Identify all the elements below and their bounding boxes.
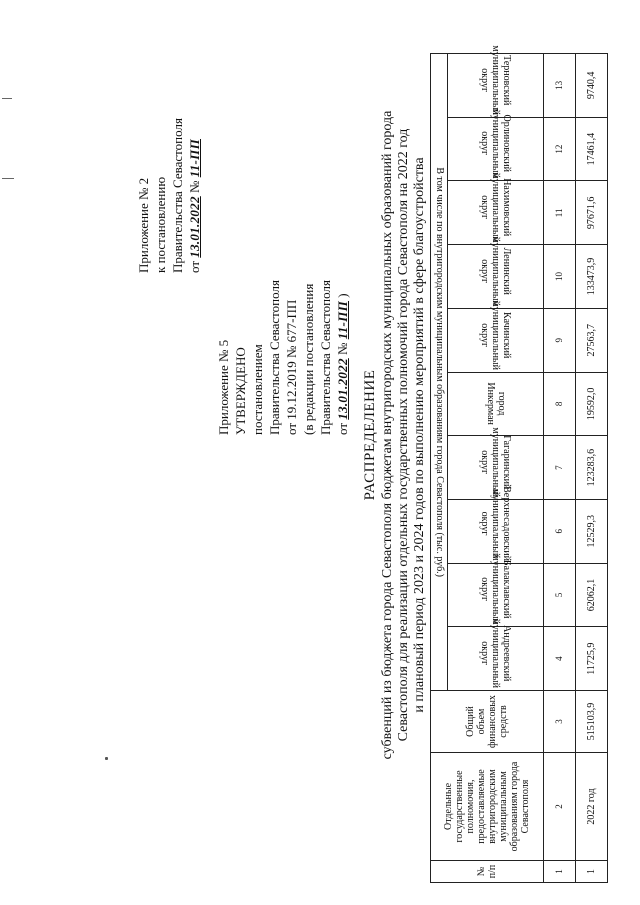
column-number: 6 — [544, 499, 576, 563]
district-value: 133473,9 — [576, 245, 608, 309]
document-title — [362, 75, 428, 795]
district-value: 123283,6 — [576, 436, 608, 500]
appendix-5-date: 13.01.2022 — [335, 358, 350, 420]
appendix-2-date: 13.01.2022 — [187, 196, 202, 258]
district-header: Гагаринский муниципальный округ — [448, 436, 544, 500]
title-line: субвенций из бюджета города Севастополя бюджетам внутригородских муниципальных образований города — [380, 110, 395, 760]
district-value: 9740,4 — [576, 54, 608, 118]
title-line: Севастополя для реализации отдельных государственных полномочий города Севастополя на 2022 год — [396, 128, 411, 742]
column-numbering-row — [544, 54, 576, 883]
header-total: Общий объем финансовых средств — [431, 691, 544, 753]
header-powers: Отдельные государственные полномочия, предоставляемые внутригородским муниципальным образованиям города Севастополя — [431, 753, 544, 861]
date-prefix: от — [187, 260, 202, 273]
district-header: Терновский муниципальный округ — [448, 54, 544, 118]
district-value: 97671,6 — [576, 181, 608, 245]
scan-edge-mark — [2, 178, 14, 179]
column-number: 4 — [544, 627, 576, 691]
appendix-5-date-line — [334, 280, 351, 435]
district-value: 27563,7 — [576, 308, 608, 372]
appendix-5-line: от 19.12.2019 № 677-ПП — [284, 299, 299, 435]
column-number: 1 — [544, 861, 576, 883]
scan-edge-mark — [2, 98, 12, 99]
district-value: 19592,0 — [576, 372, 608, 436]
appendix-2-line: Правительства Севастополя — [170, 118, 185, 273]
column-number: 2 — [544, 753, 576, 861]
column-number: 8 — [544, 372, 576, 436]
table-header-row — [431, 54, 448, 883]
column-number: 11 — [544, 181, 576, 245]
appendix-5-line: Приложение № 5 — [216, 339, 231, 435]
district-header: Верхнесадовский муниципальный округ — [448, 499, 544, 563]
scan-dot — [105, 757, 108, 760]
district-header: Ленинский муниципальный округ — [448, 245, 544, 309]
column-number: 10 — [544, 245, 576, 309]
row-number: 1 — [576, 861, 608, 883]
header-group — [431, 54, 448, 691]
appendix-2-line: Приложение № 2 — [136, 177, 151, 273]
district-value: 62062,1 — [576, 563, 608, 627]
closing-paren: ) — [335, 293, 350, 298]
appendix-5-line: УТВЕРЖДЕНО — [233, 347, 248, 435]
district-value: 17461,4 — [576, 117, 608, 181]
appendix-2-line: к постановлению — [153, 176, 168, 273]
district-header: Качинский муниципальный округ — [448, 308, 544, 372]
appendix-5-block — [215, 280, 351, 435]
district-header: Орлиновский муниципальный округ — [448, 117, 544, 181]
column-number: 12 — [544, 117, 576, 181]
appendix-5-line: (в редакции постановления — [301, 283, 316, 435]
header-no: № п/п — [431, 861, 544, 883]
title-line: и плановый период 2023 и 2024 годов по выполнению мероприятий в сфере благоустройства — [412, 157, 427, 713]
district-header: Балаклавский муниципальный округ — [448, 563, 544, 627]
column-number: 5 — [544, 563, 576, 627]
column-number: 3 — [544, 691, 576, 753]
column-number: 13 — [544, 54, 576, 118]
appendix-5-line: постановлением — [250, 344, 265, 435]
title-heading: РАСПРЕДЕЛЕНИЕ — [362, 369, 378, 501]
column-number: 9 — [544, 308, 576, 372]
number-prefix: № — [187, 180, 202, 193]
district-header: город Инкерман — [448, 372, 544, 436]
district-value: 12529,3 — [576, 499, 608, 563]
district-value: 11725,9 — [576, 627, 608, 691]
appendix-5-line: Правительства Севастополя — [267, 280, 282, 435]
district-header: Нахимовский муниципальный округ — [448, 181, 544, 245]
number-prefix: № — [335, 342, 350, 355]
appendix-2-date-line — [186, 118, 203, 273]
distribution-table — [430, 45, 608, 883]
appendix-2-block — [135, 118, 203, 273]
group-header-text: В том числе по внутригородским муниципальным образованиям города Севастополя (тыс. руб.) — [433, 167, 445, 577]
column-number: 7 — [544, 436, 576, 500]
row-label: 2022 год — [576, 753, 608, 861]
appendix-2-number: 11-ПП — [187, 138, 202, 178]
appendix-5-line: Правительства Севастополя — [318, 280, 333, 435]
appendix-5-number: 11-ПП — [335, 300, 350, 340]
table-row — [576, 54, 608, 883]
row-total: 515103,9 — [576, 691, 608, 753]
district-header: Андреевский муниципальный округ — [448, 627, 544, 691]
date-prefix: от — [335, 422, 350, 435]
